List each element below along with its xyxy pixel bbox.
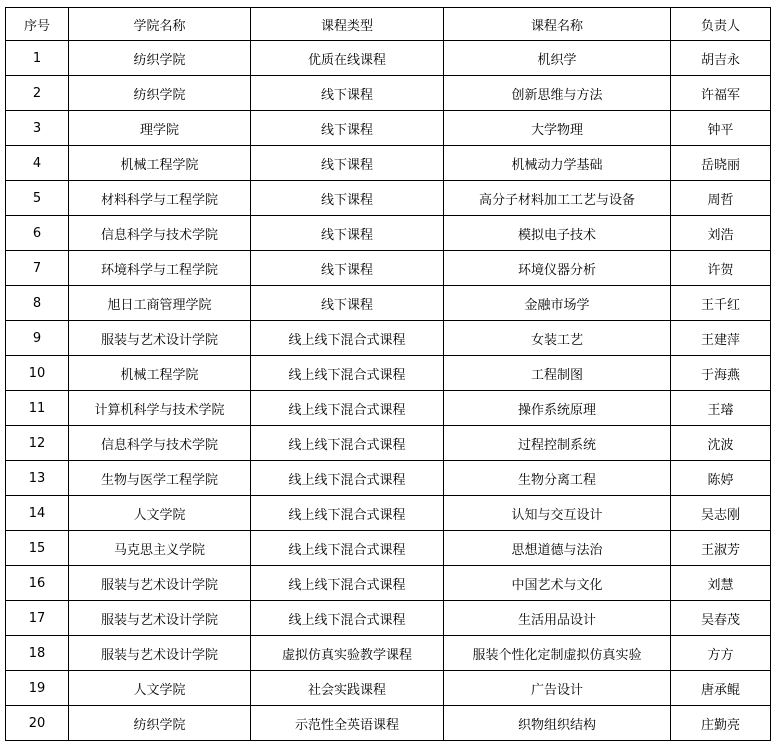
cell-college: 旭日工商管理学院 (69, 286, 251, 321)
cell-college: 纺织学院 (69, 41, 251, 76)
table-row (6, 636, 771, 671)
cell-course-type: 线上线下混合式课程 (251, 601, 444, 636)
cell-index: 16 (6, 566, 69, 601)
courses-table (5, 7, 771, 741)
cell-course-type: 线上线下混合式课程 (251, 426, 444, 461)
cell-person: 刘浩 (671, 216, 771, 251)
cell-course-name: 服装个性化定制虚拟仿真实验 (444, 636, 671, 671)
cell-person: 于海燕 (671, 356, 771, 391)
cell-index: 19 (6, 671, 69, 706)
table-row (6, 601, 771, 636)
cell-person: 钟平 (671, 111, 771, 146)
cell-course-type: 线下课程 (251, 76, 444, 111)
cell-index: 18 (6, 636, 69, 671)
cell-college: 人文学院 (69, 496, 251, 531)
cell-course-type: 优质在线课程 (251, 41, 444, 76)
cell-person: 许贺 (671, 251, 771, 286)
cell-index: 2 (6, 76, 69, 111)
cell-person: 王淑芳 (671, 531, 771, 566)
table-row (6, 181, 771, 216)
cell-course-type: 线下课程 (251, 111, 444, 146)
cell-index: 17 (6, 601, 69, 636)
cell-person: 岳晓丽 (671, 146, 771, 181)
cell-index: 1 (6, 41, 69, 76)
cell-course-name: 工程制图 (444, 356, 671, 391)
cell-index: 14 (6, 496, 69, 531)
table-row (6, 531, 771, 566)
cell-college: 材料科学与工程学院 (69, 181, 251, 216)
cell-course-type: 线下课程 (251, 216, 444, 251)
cell-index: 6 (6, 216, 69, 251)
cell-person: 唐承鲲 (671, 671, 771, 706)
cell-person: 王千红 (671, 286, 771, 321)
cell-index: 15 (6, 531, 69, 566)
cell-index: 9 (6, 321, 69, 356)
cell-course-type: 线上线下混合式课程 (251, 461, 444, 496)
cell-person: 庄勤亮 (671, 706, 771, 741)
cell-college: 计算机科学与技术学院 (69, 391, 251, 426)
cell-course-type: 线上线下混合式课程 (251, 321, 444, 356)
cell-course-name: 金融市场学 (444, 286, 671, 321)
cell-person: 陈婷 (671, 461, 771, 496)
cell-course-name: 环境仪器分析 (444, 251, 671, 286)
table-row (6, 391, 771, 426)
cell-person: 吴志刚 (671, 496, 771, 531)
cell-person: 刘慧 (671, 566, 771, 601)
table-row (6, 461, 771, 496)
cell-course-name: 广告设计 (444, 671, 671, 706)
cell-person: 王璿 (671, 391, 771, 426)
table-row (6, 496, 771, 531)
cell-course-name: 中国艺术与文化 (444, 566, 671, 601)
cell-index: 13 (6, 461, 69, 496)
table-row (6, 76, 771, 111)
table-row (6, 41, 771, 76)
cell-course-type: 线上线下混合式课程 (251, 566, 444, 601)
table-row (6, 566, 771, 601)
table-row (6, 356, 771, 391)
table-row (6, 216, 771, 251)
cell-college: 机械工程学院 (69, 356, 251, 391)
cell-college: 服装与艺术设计学院 (69, 566, 251, 601)
cell-course-name: 大学物理 (444, 111, 671, 146)
table-row (6, 671, 771, 706)
cell-college: 机械工程学院 (69, 146, 251, 181)
cell-course-name: 思想道德与法治 (444, 531, 671, 566)
cell-course-name: 机械动力学基础 (444, 146, 671, 181)
cell-college: 人文学院 (69, 671, 251, 706)
cell-course-type: 线下课程 (251, 251, 444, 286)
cell-course-name: 认知与交互设计 (444, 496, 671, 531)
cell-person: 胡吉永 (671, 41, 771, 76)
cell-course-name: 机织学 (444, 41, 671, 76)
cell-course-type: 线下课程 (251, 146, 444, 181)
cell-course-name: 生活用品设计 (444, 601, 671, 636)
cell-person: 王建萍 (671, 321, 771, 356)
cell-course-type: 线上线下混合式课程 (251, 496, 444, 531)
cell-course-name: 创新思维与方法 (444, 76, 671, 111)
header-row (6, 8, 771, 41)
col-header-person: 负责人 (671, 8, 771, 41)
cell-course-name: 过程控制系统 (444, 426, 671, 461)
cell-index: 20 (6, 706, 69, 741)
cell-course-type: 社会实践课程 (251, 671, 444, 706)
cell-index: 11 (6, 391, 69, 426)
cell-index: 4 (6, 146, 69, 181)
cell-college: 信息科学与技术学院 (69, 216, 251, 251)
cell-college: 服装与艺术设计学院 (69, 321, 251, 356)
cell-college: 马克思主义学院 (69, 531, 251, 566)
cell-course-type: 示范性全英语课程 (251, 706, 444, 741)
table-row (6, 321, 771, 356)
cell-person: 沈波 (671, 426, 771, 461)
table-row (6, 706, 771, 741)
cell-index: 5 (6, 181, 69, 216)
table-row (6, 251, 771, 286)
cell-index: 3 (6, 111, 69, 146)
cell-index: 12 (6, 426, 69, 461)
cell-person: 吴春茂 (671, 601, 771, 636)
cell-course-name: 高分子材料加工工艺与设备 (444, 181, 671, 216)
cell-course-name: 生物分离工程 (444, 461, 671, 496)
table-row (6, 146, 771, 181)
cell-index: 10 (6, 356, 69, 391)
course-list-page (0, 7, 778, 749)
cell-course-type: 线下课程 (251, 286, 444, 321)
cell-college: 理学院 (69, 111, 251, 146)
cell-college: 纺织学院 (69, 76, 251, 111)
cell-course-type: 虚拟仿真实验教学课程 (251, 636, 444, 671)
cell-course-name: 织物组织结构 (444, 706, 671, 741)
col-header-college: 学院名称 (69, 8, 251, 41)
cell-course-type: 线上线下混合式课程 (251, 531, 444, 566)
cell-course-name: 模拟电子技术 (444, 216, 671, 251)
cell-person: 方方 (671, 636, 771, 671)
col-header-index: 序号 (6, 8, 69, 41)
col-header-course-name: 课程名称 (444, 8, 671, 41)
table-row (6, 286, 771, 321)
cell-course-name: 女装工艺 (444, 321, 671, 356)
cell-college: 服装与艺术设计学院 (69, 601, 251, 636)
cell-person: 周哲 (671, 181, 771, 216)
cell-index: 8 (6, 286, 69, 321)
table-row (6, 111, 771, 146)
cell-college: 纺织学院 (69, 706, 251, 741)
cell-college: 环境科学与工程学院 (69, 251, 251, 286)
table-row (6, 426, 771, 461)
cell-college: 信息科学与技术学院 (69, 426, 251, 461)
cell-course-type: 线上线下混合式课程 (251, 356, 444, 391)
cell-course-name: 操作系统原理 (444, 391, 671, 426)
cell-course-type: 线上线下混合式课程 (251, 391, 444, 426)
col-header-course-type: 课程类型 (251, 8, 444, 41)
cell-index: 7 (6, 251, 69, 286)
cell-course-type: 线下课程 (251, 181, 444, 216)
cell-college: 服装与艺术设计学院 (69, 636, 251, 671)
cell-person: 许福军 (671, 76, 771, 111)
cell-college: 生物与医学工程学院 (69, 461, 251, 496)
